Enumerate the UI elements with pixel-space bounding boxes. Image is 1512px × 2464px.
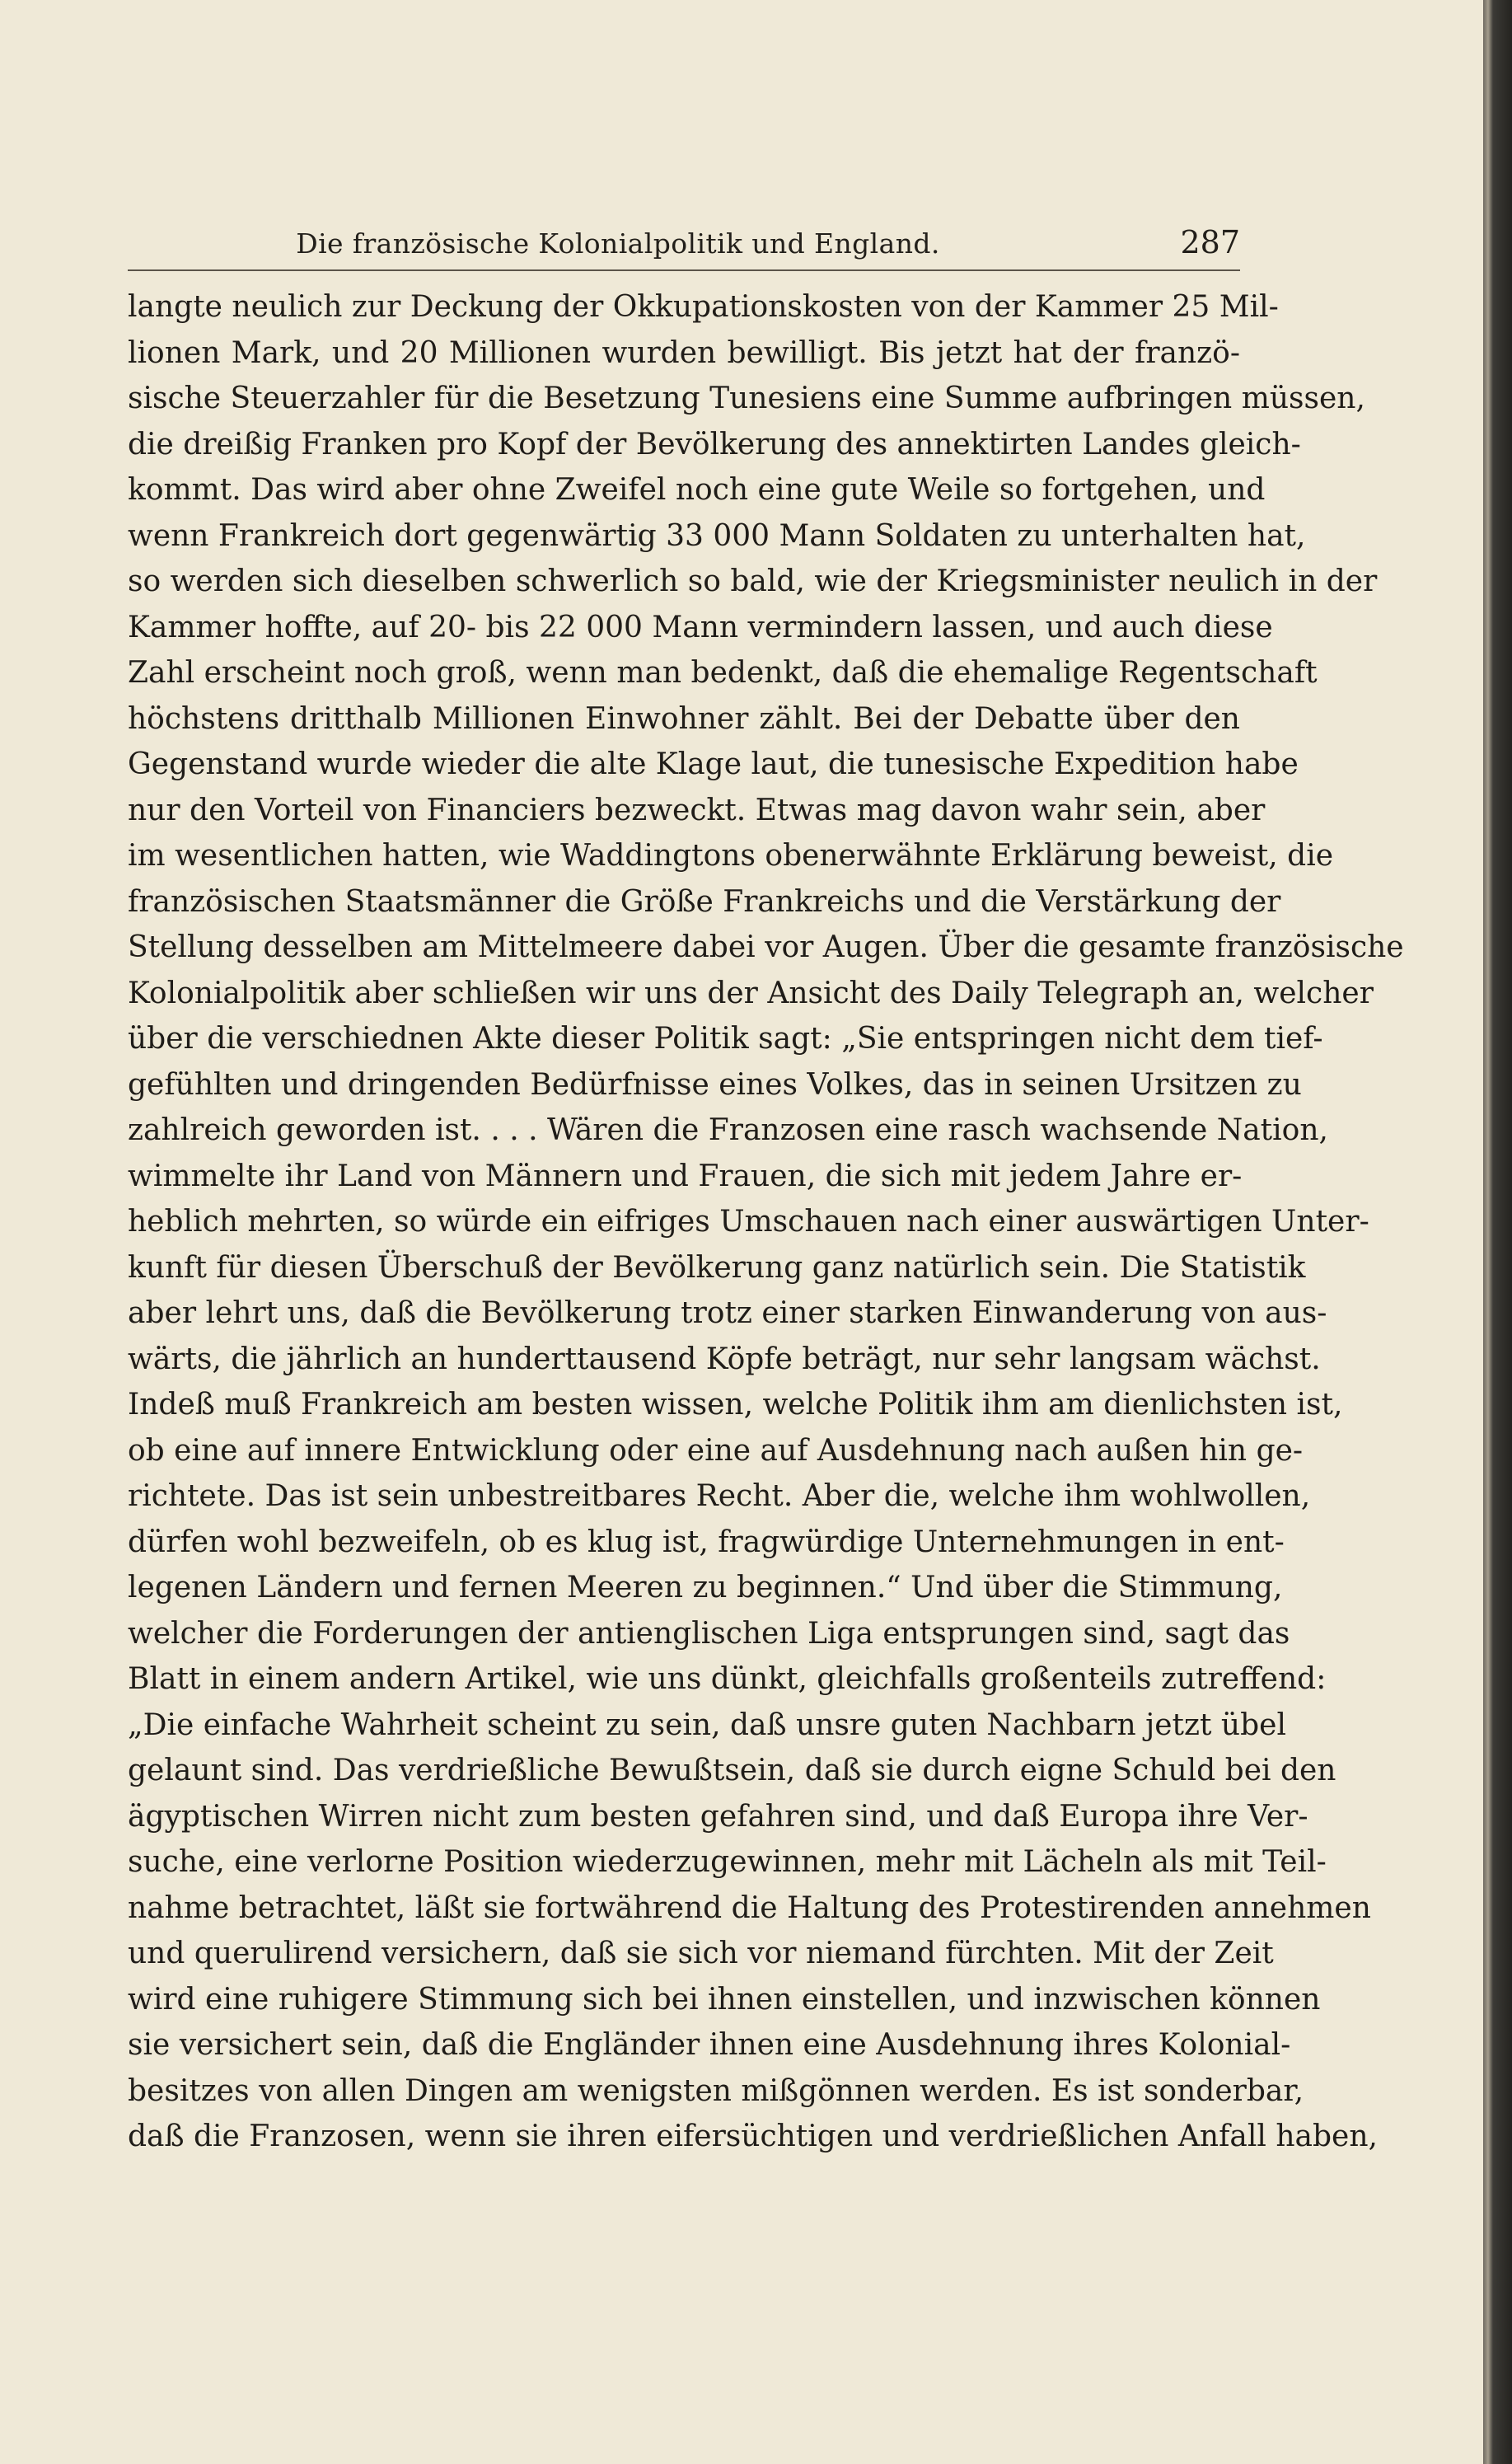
text-line: Kolonialpolitik aber schließen wir uns der Ansicht des Daily Telegraph an, welcher	[128, 976, 1374, 1010]
text-line: daß die Franzosen, wenn sie ihren eifersüchtigen und verdrießlichen Anfall haben,	[128, 2120, 1378, 2153]
text-line: gelaunt sind. Das verdrießliche Bewußtsein, daß sie durch eigne Schuld bei den	[128, 1754, 1336, 1787]
text-line: so werden sich dieselben schwerlich so bald, wie der Kriegsminister neulich in der	[128, 564, 1378, 598]
text-line: Kammer hoffte, auf 20- bis 22 000 Mann vermindern lassen, und auch diese	[128, 610, 1273, 644]
text-line: die dreißig Franken pro Kopf der Bevölkerung des annektirten Landes gleich-	[128, 427, 1301, 461]
text-line: sie versichert sein, daß die Engländer ihnen eine Ausdehnung ihres Kolonial-	[128, 2028, 1291, 2062]
text-line: kunft für diesen Überschuß der Bevölkerung ganz natürlich sein. Die Statistik	[128, 1250, 1306, 1285]
text-line: ob eine auf innere Entwicklung oder eine auf Ausdehnung nach außen hin ge-	[128, 1433, 1304, 1468]
text-line: wird eine ruhigere Stimmung sich bei ihnen einstellen, und inzwischen können	[128, 1982, 1321, 2017]
text-line: langte neulich zur Deckung der Okkupationskosten von der Kammer 25 Mil-	[128, 290, 1279, 324]
text-line: welcher die Forderungen der antienglischen Liga entsprungen sind, sagt das	[128, 1616, 1290, 1651]
text-line: zahlreich geworden ist. . . . Wären die Franzosen eine rasch wachsende Nation,	[128, 1113, 1328, 1147]
text-line: wimmelte ihr Land von Männern und Frauen, die sich mit jedem Jahre er-	[128, 1159, 1243, 1193]
header-rule	[128, 269, 1240, 271]
text-line: dürfen wohl bezweifeln, ob es klug ist, fragwürdige Unternehmungen in ent-	[128, 1525, 1285, 1559]
scan-edge	[1483, 0, 1512, 2464]
text-line: gefühlten und dringenden Bedürfnisse eines Volkes, das in seinen Ursitzen zu	[128, 1067, 1302, 1102]
text-line: Gegenstand wurde wieder die alte Klage laut, die tunesische Expedition habe	[128, 747, 1299, 781]
text-line: „Die einfache Wahrheit scheint zu sein, daß unsre guten Nachbarn jetzt übel	[128, 1707, 1286, 1742]
text-line: lionen Mark, und 20 Millionen wurden bewilligt. Bis jetzt hat der franzö-	[128, 335, 1240, 370]
text-line: und querulirend versichern, daß sie sich vor niemand fürchten. Mit der Zeit	[128, 1937, 1274, 1970]
text-line: richtete. Das ist sein unbestreitbares Recht. Aber die, welche ihm wohlwollen,	[128, 1479, 1311, 1513]
text-line: besitzes von allen Dingen am wenigsten mißgönnen werden. Es ist sonderbar,	[128, 2073, 1304, 2108]
text-line: legenen Ländern und fernen Meeren zu beginnen.“ Und über die Stimmung,	[128, 1571, 1283, 1604]
text-line: aber lehrt uns, daß die Bevölkerung trotz einer starken Einwanderung von aus-	[128, 1296, 1327, 1330]
text-line: Zahl erscheint noch groß, wenn man bedenkt, daß die ehemalige Regentschaft	[128, 656, 1318, 690]
text-line: Indeß muß Frankreich am besten wissen, welche Politik ihm am dienlichsten ist,	[128, 1388, 1343, 1422]
text-line: französischen Staatsmänner die Größe Frankreichs und die Verstärkung der	[128, 884, 1281, 919]
page-number: 287	[1180, 224, 1240, 260]
body-text	[128, 284, 1404, 2160]
text-line: im wesentlichen hatten, wie Waddingtons obenerwähnte Erklärung beweist, die	[128, 839, 1334, 873]
text-line: ägyptischen Wirren nicht zum besten gefahren sind, und daß Europa ihre Ver-	[128, 1799, 1308, 1834]
text-line: über die verschiednen Akte dieser Politik sagt: „Sie entspringen nicht dem tief-	[128, 1022, 1323, 1056]
text-line: Blatt in einem andern Artikel, wie uns dünkt, gleichfalls großenteils zutreffend:	[128, 1662, 1327, 1696]
text-line: wärts, die jährlich an hunderttausend Köpfe beträgt, nur sehr langsam wächst.	[128, 1342, 1321, 1376]
text-line: sische Steuerzahler für die Besetzung Tunesiens eine Summe aufbringen müssen,	[128, 382, 1365, 415]
running-head: Die französische Kolonialpolitik und England.	[296, 227, 940, 260]
text-line: nahme betrachtet, läßt sie fortwährend die Haltung des Protestirenden annehmen	[128, 1890, 1371, 1925]
text-line: kommt. Das wird aber ohne Zweifel noch eine gute Weile so fortgehen, und	[128, 473, 1266, 507]
text-line: heblich mehrten, so würde ein eifriges Umschauen nach einer auswärtigen Unter-	[128, 1205, 1369, 1239]
text-line: wenn Frankreich dort gegenwärtig 33 000 Mann Soldaten zu unterhalten hat,	[128, 518, 1306, 553]
page-header	[128, 221, 1240, 270]
text-line: höchstens dritthalb Millionen Einwohner zählt. Bei der Debatte über den	[128, 701, 1240, 736]
text-line: suche, eine verlorne Position wiederzugewinnen, mehr mit Lächeln als mit Teil-	[128, 1845, 1327, 1879]
text-line: nur den Vorteil von Financiers bezweckt. Etwas mag davon wahr sein, aber	[128, 793, 1266, 827]
text-line: Stellung desselben am Mittelmeere dabei vor Augen. Über die gesamte französische	[128, 930, 1404, 964]
